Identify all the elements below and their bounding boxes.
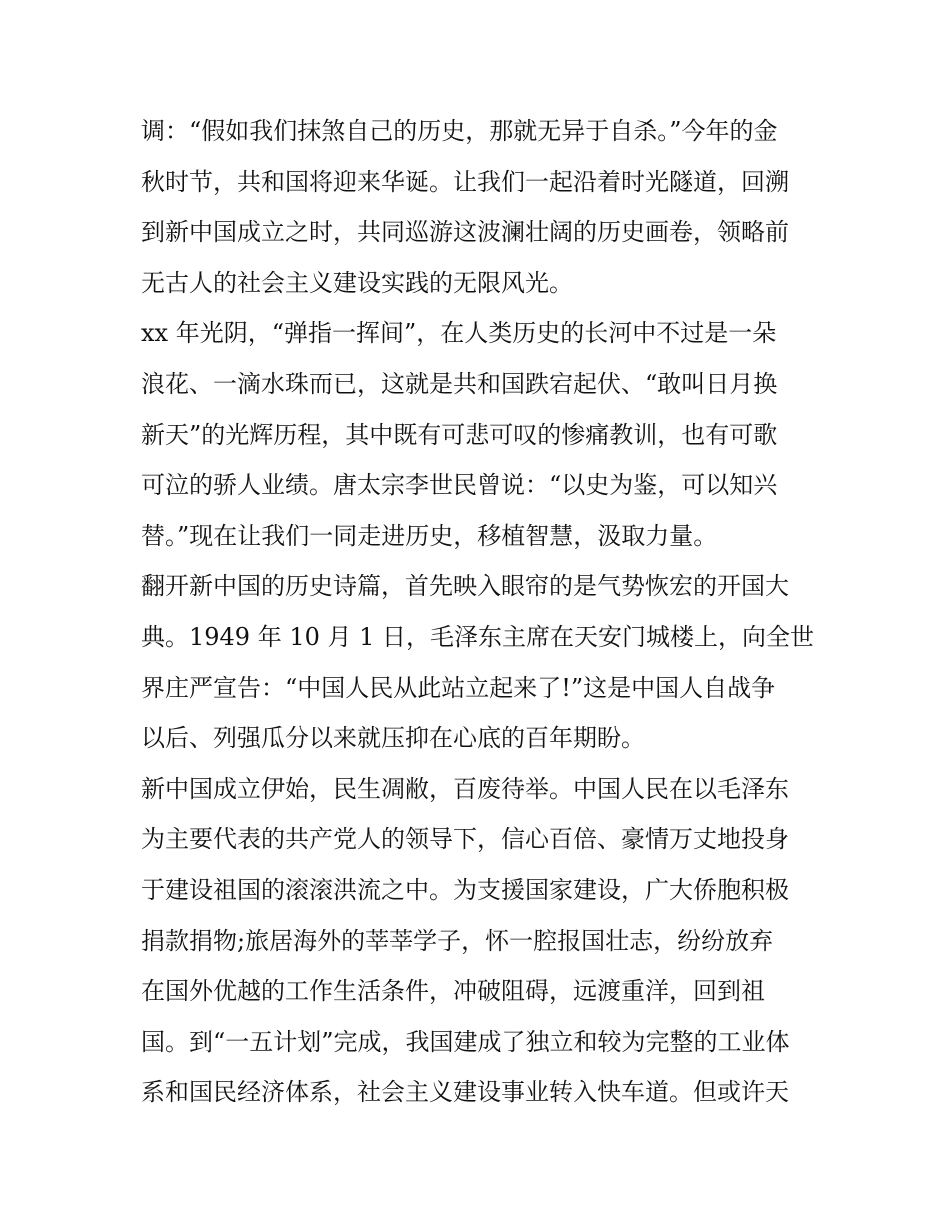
text-line: 翻开新中国的历史诗篇，首先映入眼帘的是气势恢宏的开国大	[141, 572, 789, 601]
body-text	[141, 106, 831, 1118]
text-line: 界庄严宣告：“中国人民从此站立起来了!”这是中国人自战争	[141, 673, 776, 702]
text-line: xx 年光阴，“弹指一挥间”，在人类历史的长河中不过是一朵	[141, 319, 777, 348]
text-line: 调：“假如我们抹煞自己的历史，那就无异于自杀。”今年的金	[141, 117, 778, 145]
text-line: 捐款捐物;旅居海外的莘莘学子，怀一腔报国壮志，纷纷放弃	[141, 926, 774, 955]
text-line: 系和国民经济体系，社会主义建设事业转入快车道。但或许天	[141, 1078, 789, 1107]
text-line: 在国外优越的工作生活条件，冲破阻碍，远渡重洋，回到祖	[141, 977, 765, 1006]
text-line: 国。到“一五计划”完成，我国建成了独立和较为完整的工业体	[141, 1027, 790, 1056]
text-line: 无古人的社会主义建设实践的无限风光。	[141, 268, 573, 297]
text-line: 秋时节，共和国将迎来华诞。让我们一起沿着时光隧道，回溯	[141, 167, 789, 196]
text-line: 可泣的骄人业绩。唐太宗李世民曾说：“以史为鉴，可以知兴	[141, 471, 778, 500]
text-line: 于建设祖国的滚滚洪流之中。为支援国家建设，广大侨胞积极	[141, 875, 789, 904]
text-line: 浪花、一滴水珠而已，这就是共和国跌宕起伏、“敢叫日月换	[141, 369, 778, 398]
text-line: 替。”现在让我们一同走进历史，移植智慧，汲取力量。	[141, 521, 718, 550]
text-line: 以后、列强瓜分以来就压抑在心底的百年期盼。	[141, 724, 645, 753]
text-line: 新天”的光辉历程，其中既有可悲可叹的惨痛教训，也有可歌	[141, 420, 778, 449]
text-line: 到新中国成立之时，共同巡游这波澜壮阔的历史画卷，领略前	[141, 218, 789, 247]
text-line: 新中国成立伊始，民生凋敝，百废待举。中国人民在以毛泽东	[141, 774, 789, 803]
text-line: 典。1949 年 10 月 1 日，毛泽东主席在天安门城楼上，向全世	[141, 622, 815, 651]
text-line: 为主要代表的共产党人的领导下，信心百倍、豪情万丈地投身	[141, 825, 789, 854]
